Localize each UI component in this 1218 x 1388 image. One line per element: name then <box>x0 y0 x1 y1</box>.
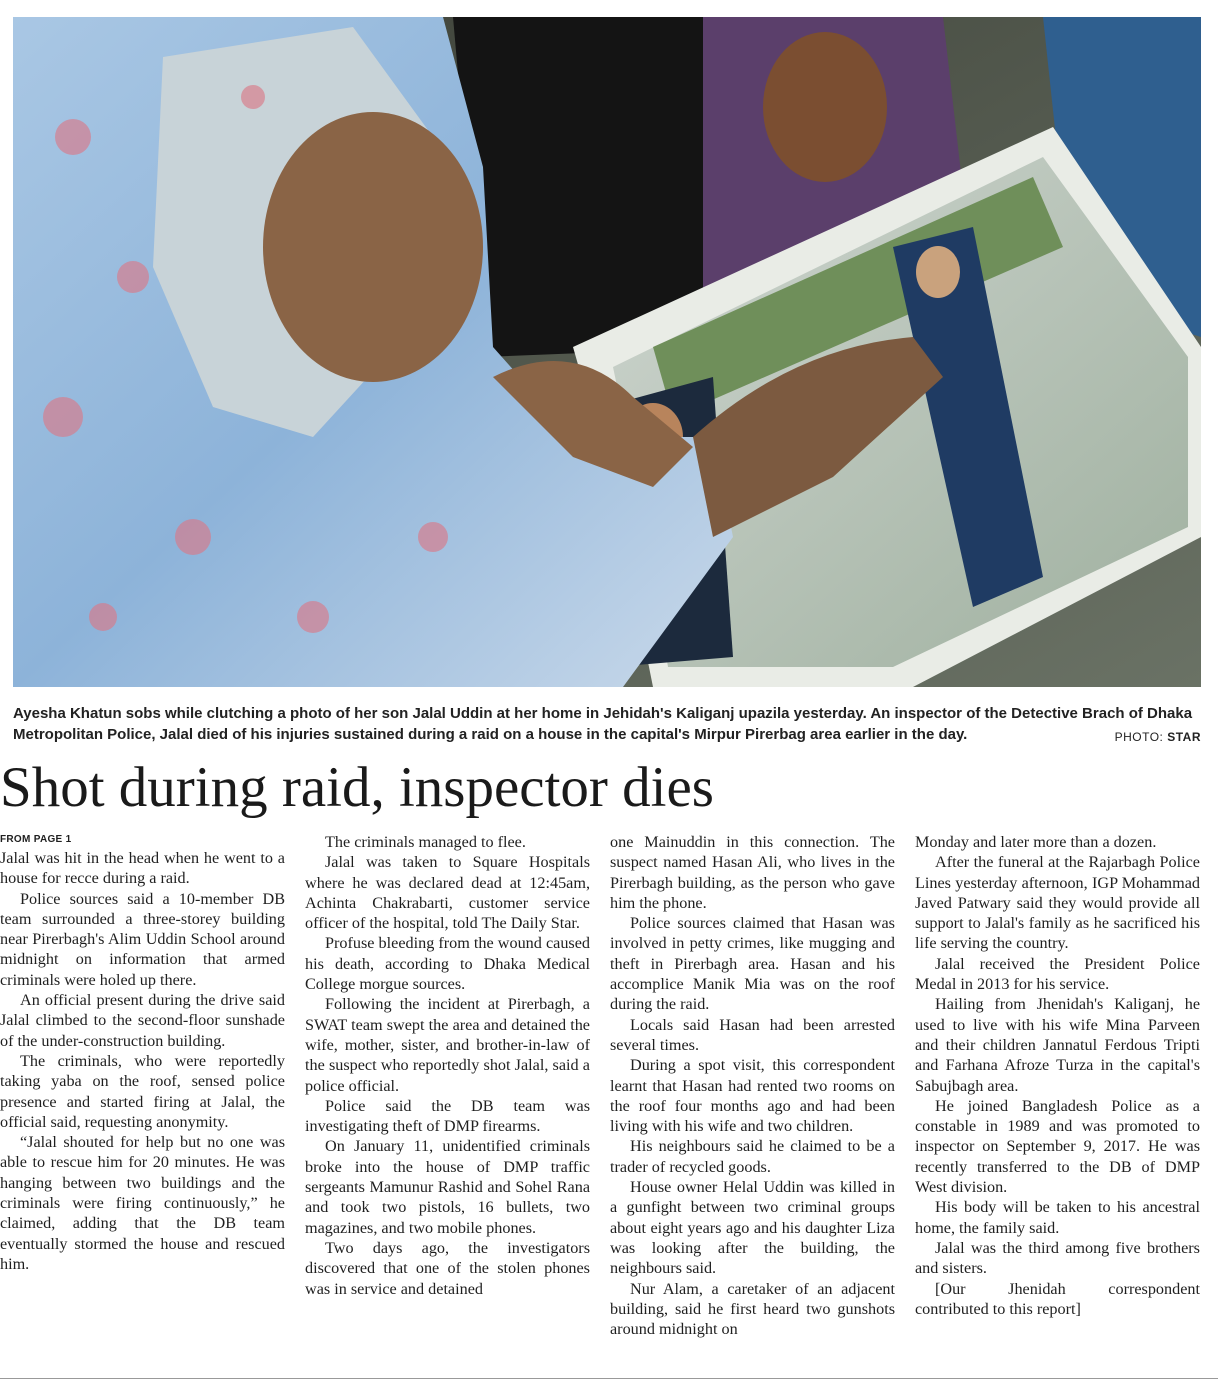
paragraph: [Our Jhenidah correspondent contributed to this report] <box>915 1279 1200 1318</box>
paragraph: During a spot visit, this correspondent learnt that Hasan had rented two rooms on the roof four months ago and had been living with his wife and two children. <box>610 1056 895 1136</box>
paragraph: He joined Bangladesh Police as a constable in 1989 and was promoted to inspector on September 9, 2017. He was recently transferred to the DB of DMP West division. <box>915 1096 1200 1197</box>
photo-illustration <box>13 17 1201 687</box>
paragraph: Hailing from Jhenidah's Kaliganj, he used to live with his wife Mina Parveen and their children Jannatul Ferdous Tripti and Farhana Afroze Turza in the capital's Sabujbagh area. <box>915 995 1200 1095</box>
paragraph: Jalal was hit in the head when he went to a house for recce during a raid. <box>0 849 285 888</box>
paragraph: The criminals managed to flee. <box>325 833 526 851</box>
paragraph: Police said the DB team was investigating theft of DMP firearms. <box>305 1096 590 1136</box>
article-column-4 <box>915 832 1200 1319</box>
paragraph: Police sources claimed that Hasan was involved in petty crimes, like mugging and theft in Pirerbagh area. Hasan and his accomplice Manik Mia was on the roof during the raid. <box>610 914 895 1014</box>
headline: Shot during raid, inspector dies <box>0 756 714 819</box>
paragraph: The criminals, who were reportedly taking yaba on the roof, sensed police presence and started firing at Jalal, the official said, requesting anonymity. <box>0 1051 285 1131</box>
paragraph: His neighbours said he claimed to be a trader of recycled goods. <box>610 1137 895 1176</box>
paragraph: An official present during the drive said Jalal climbed to the second-floor sunshade of the under-construction building. <box>0 991 285 1050</box>
paragraph: House owner Helal Uddin was killed in a gunfight between two criminal groups about eight years ago and his daughter Liza was looking after the building, the neighbours said. <box>610 1178 895 1278</box>
paragraph: “Jalal shouted for help but no one was able to rescue him for 20 minutes. He was hanging between two buildings and the criminals were firing continuously,” he claimed, adding that the DB team eventually stormed the house and rescued him. <box>0 1133 285 1273</box>
article-column-2 <box>305 832 590 1299</box>
article-column-3 <box>610 832 895 1339</box>
photo-credit-prefix: PHOTO: <box>1114 730 1164 744</box>
paragraph: Nur Alam, a caretaker of an adjacent building, said he first heard two gunshots around midnight on <box>610 1279 895 1339</box>
paragraph: Jalal was the third among five brothers and sisters. <box>915 1238 1200 1278</box>
jump-label: FROM PAGE 1 <box>0 834 72 845</box>
news-photo <box>13 17 1201 687</box>
bottom-rule <box>0 1378 1218 1379</box>
photo-credit <box>1115 730 1201 744</box>
paragraph: Police sources said a 10-member DB team surrounded a three-storey building near Pirerbagh's Alim Uddin School around midnight on information that armed criminals were holed up there. <box>0 889 285 989</box>
paragraph: Monday and later more than a dozen. <box>915 833 1157 851</box>
article-column-1 <box>0 832 285 1274</box>
paragraph: one Mainuddin in this connection. The suspect named Hasan Ali, who lives in the Pirerbagh building, as the person who gave him the phone. <box>610 833 895 912</box>
paragraph: After the funeral at the Rajarbagh Police Lines yesterday afternoon, IGP Mohammad Javed Patwary said they would provide all support to Jalal's family as he sacrificed his life serving the country. <box>915 853 1200 953</box>
paragraph: Profuse bleeding from the wound caused his death, according to Dhaka Medical College morgue sources. <box>305 934 590 994</box>
paragraph: Following the incident at Pirerbagh, a SWAT team swept the area and detained the wife, mother, sister, and brother-in-law of the suspect who reportedly shot Jalal, said a police official. <box>305 995 590 1095</box>
paragraph: Jalal received the President Police Medal in 2013 for his service. <box>915 954 1200 994</box>
paragraph: Two days ago, the investigators discovered that one of the stolen phones was in service and detained <box>305 1238 590 1298</box>
photo-credit-source: STAR <box>1167 730 1201 744</box>
paragraph: His body will be taken to his ancestral home, the family said. <box>915 1198 1200 1237</box>
paragraph: Jalal was taken to Square Hospitals where he was declared dead at 12:45am, Achinta Chakrabarti, customer service officer of the hospital, told The Daily Star. <box>305 853 590 933</box>
paragraph: Locals said Hasan had been arrested several times. <box>610 1015 895 1054</box>
paragraph: On January 11, unidentified criminals broke into the house of DMP traffic sergeants Mamunur Rashid and Sohel Rana and took two pistols, 16 bullets, two magazines, and two mobile phones. <box>305 1137 590 1237</box>
photo-caption: Ayesha Khatun sobs while clutching a photo of her son Jalal Uddin at her home in Jehidah's Kaliganj upazila yesterday. An inspector of the Detective Brach of Dhaka Metropolitan Police, Jalal died of his injuries sustained during a raid on a house in the capital's Mirpur Pirerbag area earlier in the day. <box>13 705 1193 743</box>
